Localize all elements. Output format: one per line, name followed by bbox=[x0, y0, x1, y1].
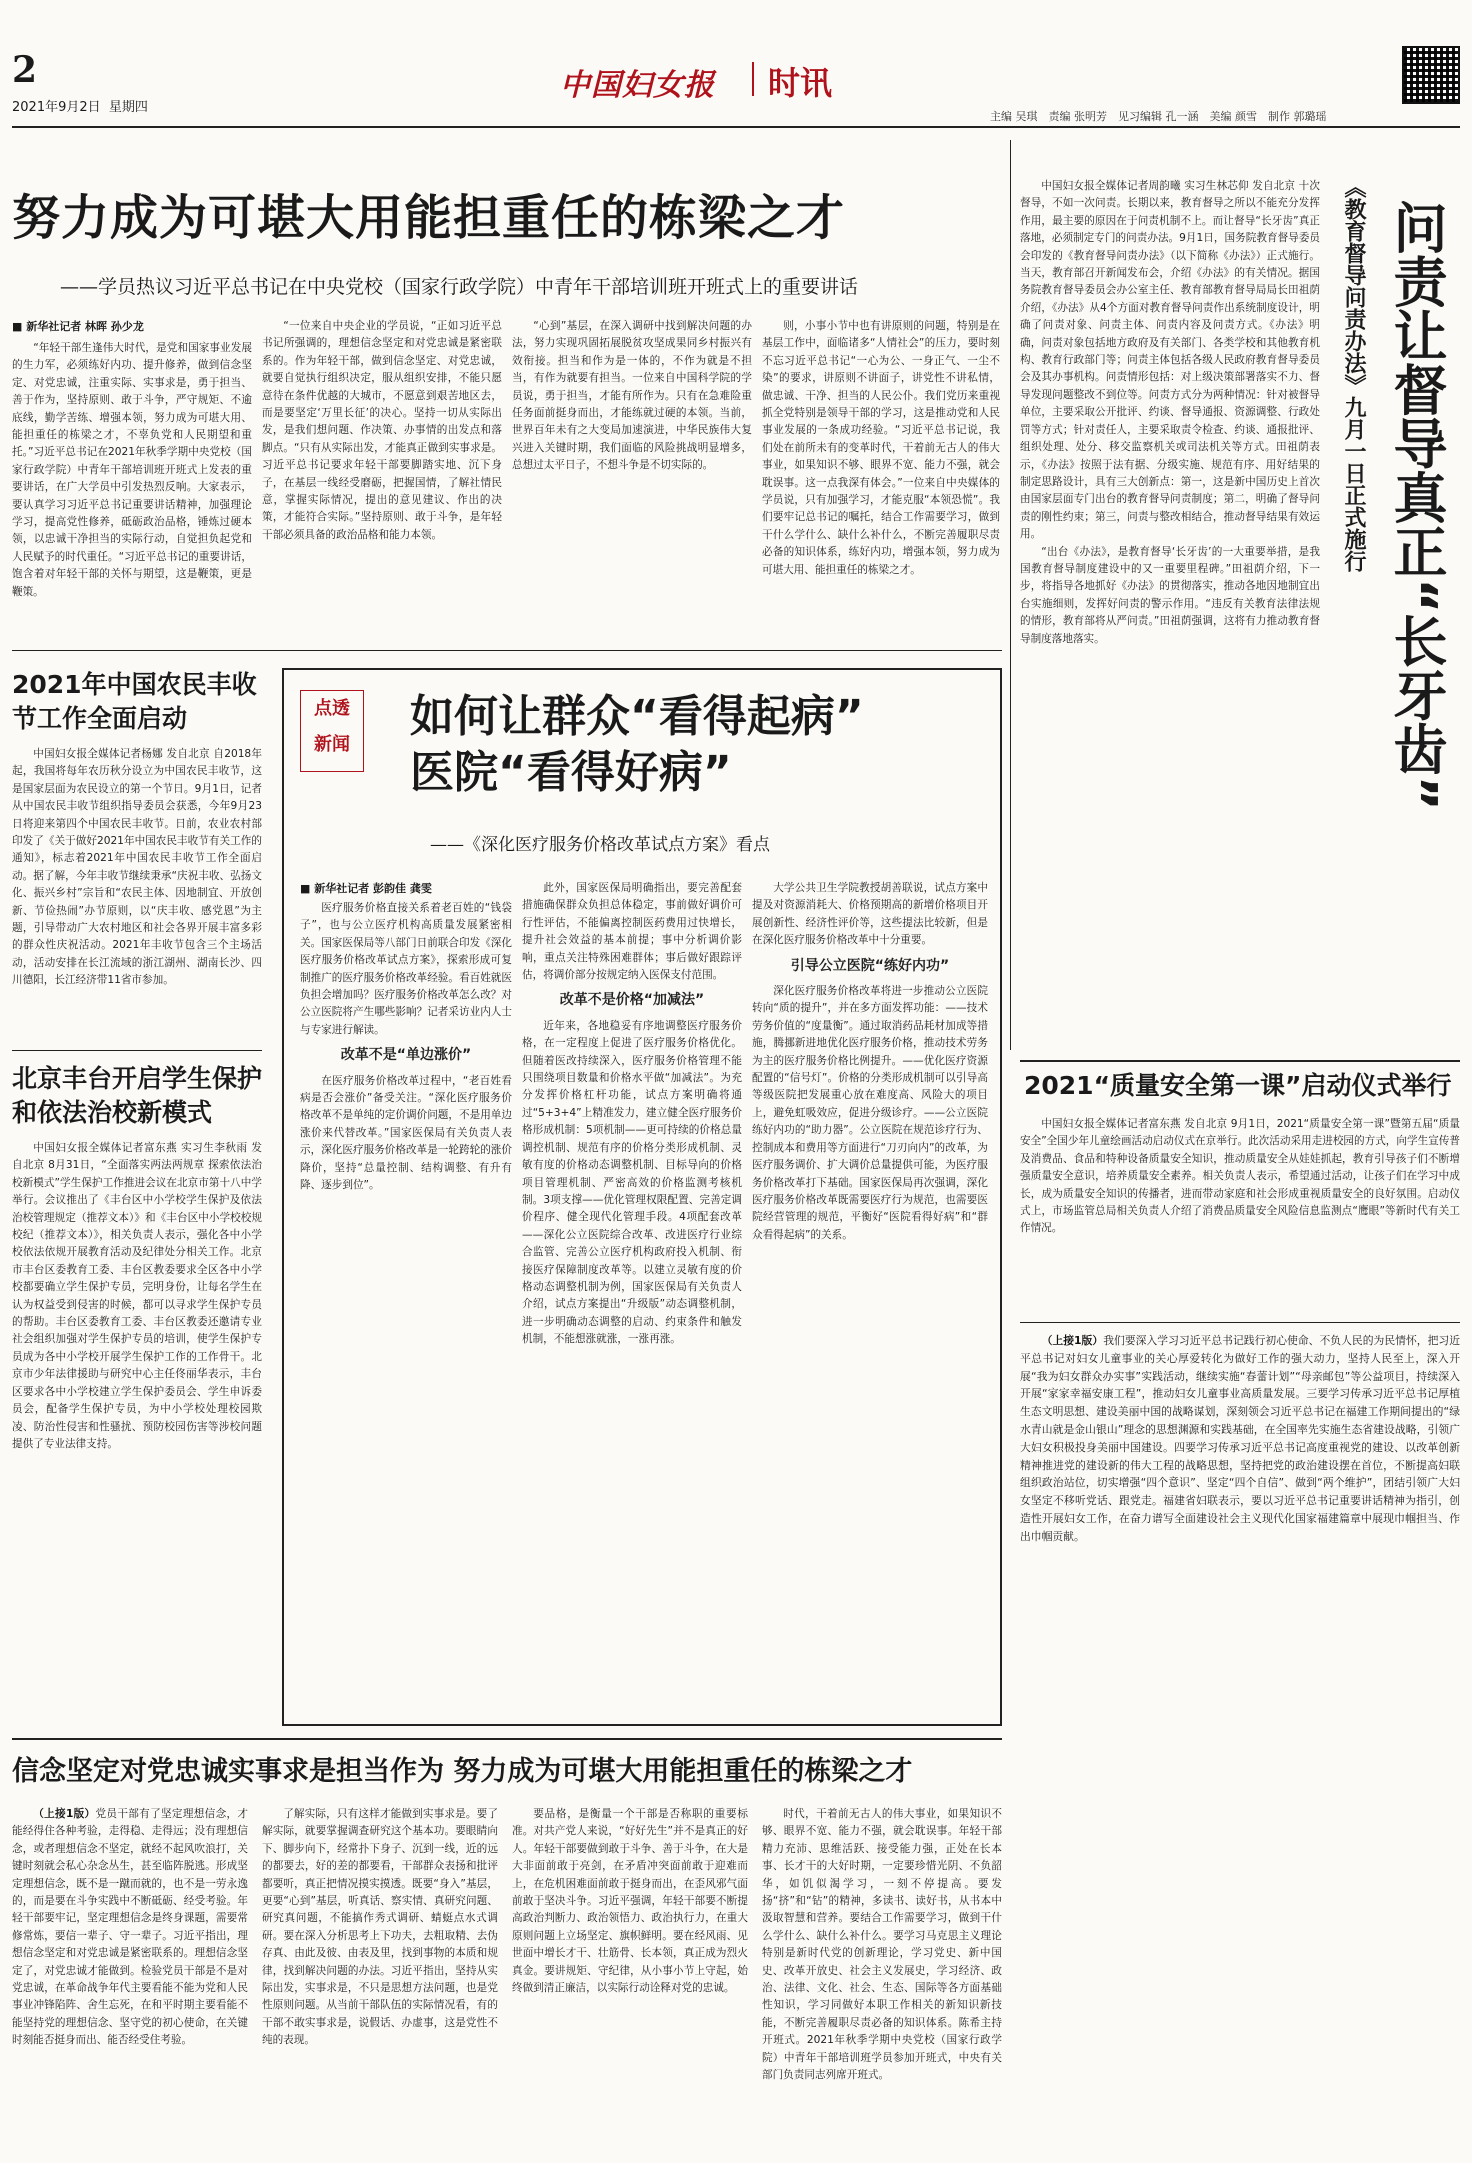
bottom-headline: 信念坚定对党忠诚实事求是担当作为 努力成为可堪大用能担重任的栋梁之才 bbox=[12, 1756, 913, 1787]
lead-byline: ■ 新华社记者 林晖 孙少龙 bbox=[12, 320, 144, 333]
section-name: 时讯 bbox=[768, 64, 833, 102]
box1-bottom-rule bbox=[12, 1050, 262, 1051]
section-divider bbox=[752, 62, 754, 96]
lead-subhead: ——学员热议习近平总书记在中央党校（国家行政学院）中青年干部培训班开班式上的重要讲话 bbox=[60, 276, 859, 298]
feature-column-3: 大学公共卫生学院教授胡善联说，试点方案中提及对资源消耗大、价格预期高的新增价格项目开展创新性、经济性评价等，这些提法比较新，但是在深化医疗服务价格改革中十分重要。 引导公立医院“练好内功” 深化医疗服务价格改革将进一步推动公立医院转向“质的提升”，并在多方面发挥功能：——技术劳务价值的“度量衡”。通过取消药品耗材加成等措施，腾挪新进地优化医疗服务价格，推动技术劳务为主的医疗服务价格比例提升。——优化医疗资源配置的“信号灯”。价格的分类形成机制可以引导高等级医院把发展重心放在难度高、风险大的项目上，避免虹吸效应，促进分级诊疗。——公立医院练好内功的“助力器”。公立医院在规范诊疗行为、控制成本和费用等方面进行“刀刃向内”的改革，为医疗服务调价、扩大调价总量提供可能，为医疗服务价格改革打下基础。国家医保局再次强调，深化医疗服务价格改革既需要医疗行为规范，也需要医院经营管理的规范，平衡好“医院看得好病”和“群众看得起病”的关系。 bbox=[752, 882, 988, 1241]
lead-column-4: 则，小事小节中也有讲原则的问题，特别是在基层工作中，面临诸多“人情社会”的压力，要时刻不忘习近平总书记“一心为公、一身正气、一尘不染”的要求，讲原则不讲面子，讲党性不讲私情，做忠诚、干净、担当的人民公仆。我们党历来重视抓全党特别是领导干部的学习，这是推动党和人民事业发展的一条成功经验。“习近平总书记说，我们处在前所未有的变革时代，干着前无古人的伟大事业，如果知识不够、眼界不宽、能力不强，就会耽误事。这一点我深有体会。”一位来自中央媒体的学员说，只有加强学习，才能克服“本领恐慌”。我们要牢记总书记的嘱托，结合工作需要学习，做到干什么学什么、缺什么补什么，不断完善履职尽责必备的知识体系，练好内功，增强本领，努力成为可堪大用、能担重任的栋梁之才。 bbox=[762, 320, 1000, 576]
feature-column-1: 医疗服务价格直接关系着老百姓的“钱袋子”，也与公立医疗机构高质量发展紧密相关。国家医保局等八部门日前联合印发《深化医疗服务价格改革试点方案》，探索形成可复制推广的医疗服务价格改革经验。看百姓就医负担会增加吗？医疗服务价格改革怎么改？对公立医院将产生哪些影响？记者采访业内人士与专家进行解读。 改革不是“单边涨价” 在医疗服务价格改革过程中，“老百姓看病是否会涨价”备受关注。“深化医疗服务价格改革不是单纯的定价调价问题，不是用单边涨价来代替改革。”国家医保局有关负责人表示，深化医疗服务价格改革是一轮跨轮的涨价降价，坚持“总量控制、结构调整、有升有降、逐步到位”。 bbox=[300, 902, 512, 1192]
feature-tag bbox=[300, 690, 364, 772]
box3-top-rule bbox=[1020, 1060, 1460, 1062]
page-number: 2 bbox=[12, 49, 38, 91]
box3-body: 中国妇女报全媒体记者富东燕 发自北京 9月1日，2021“质量安全第一课”暨第五届“质量安全”全国少年儿童绘画活动启动仪式在京举行。此次活动采用走进校园的方式，向学生宣传普及消费品、食品和特种设备质量安全知识，推动质量安全从娃娃抓起，教育引导孩子们不断增强质量安全意识，培养质量安全素养。相关负责人表示，希望通过活动，让孩子们在学习中成长，成为质量安全知识的传播者，进而带动家庭和社会形成重视质量安全的良好氛围。启动仪式上，市场监管总局相关负责人介绍了消费品质量安全风险信息监测点“鹰眼”等新时代有关工作情况。 bbox=[1020, 1118, 1460, 1235]
lead-column-1: “年轻干部生逢伟大时代，是党和国家事业发展的生力军，必须练好内功、提升修养，做到信念坚定、对党忠诚，注重实际、实事求是，勇于担当、善于作为，坚持原则、敢于斗争，严守规矩、不逾底线，勤学苦练、增强本领，努力成为可堪大用、能担重任的栋梁之才，不辜负党和人民期望和重托。”习近平总书记在2021年秋季学期中央党校（国家行政学院）中青年干部培训班开班式上发表的重要讲话，在广大学员中引发热烈反响。大家表示，要认真学习习近平总书记重要讲话精神，加强理论学习，提高党性修养，砥砺政治品格，锤炼过硬本领，以忠诚干净担当的实际行动，自觉担负起党和人民赋予的时代重任。“习近平总书记的重要讲话，饱含着对年轻干部的关怀与期望，这是鞭策，更是鞭策。 bbox=[12, 342, 252, 598]
feature-headline-2: 医院“看得好病” bbox=[410, 747, 732, 798]
sidebar-headline-big: 问责让督导真正“长牙齿” bbox=[1385, 200, 1448, 811]
weekday: 星期四 bbox=[108, 100, 148, 115]
editor-credits: 主编 吴琪 责编 张明芳 见习编辑 孔一涵 美编 颜雪 制作 郭璐瑶 bbox=[990, 110, 1327, 123]
bottom-column-3: 要品格，是衡量一个干部是否称职的重要标准。对共产党人来说，“好好先生”并不是真正的好人。年轻干部要做到敢于斗争、善于斗争，在大是大非面前敢于亮剑，在矛盾冲突面前敢于迎难而上，在危机困难面前敢于挺身而出，在歪风邪气面前敢于坚决斗争。习近平强调，年轻干部要不断提高政治判断力、政治领悟力、政治执行力，在重大原则问题上立场坚定、旗帜鲜明。要在经风雨、见世面中增长才干、壮筋骨、长本领，真正成为烈火真金。要讲规矩、守纪律，从小事小节上守起，始终做到清正廉洁，以实际行动诠释对党的忠诚。 bbox=[512, 1808, 748, 1995]
lead-column-3: “心到”基层，在深入调研中找到解决问题的办法，努力实现巩固拓展脱贫攻坚成果同乡村振兴有效衔接。担当和作为是一体的，不作为就是不担当，有作为就要有担当。一位来自中国科学院的学员说，勇于担当，才能有所作为。只有在急难险重任务面前挺身而出，才能练就过硬的本领。当前，世界百年未有之大变局加速演进，中华民族伟大复兴进入关键时期，我们面临的风险挑战明显增多，总想过太平日子，不想斗争是不切实际的。 bbox=[512, 320, 752, 472]
feature-subhead-1: 改革不是“单边涨价” bbox=[340, 1047, 472, 1064]
feature-byline: ■ 新华社记者 彭韵佳 龚雯 bbox=[300, 882, 432, 895]
lead-column-2: “一位来自中央企业的学员说，“正如习近平总书记所强调的，理想信念坚定和对党忠诚是紧密联系的。作为年轻干部，做到信念坚定、对党忠诚，就要自觉执行组织决定，服从组织安排，不能只愿意待在条件优越的大城市，不愿意到艰苦地区去，而是要坚定‘万里长征’的决心。坚持一切从实际出发，是我们想问题、作决策、办事情的出发点和落脚点。“只有从实际出发，才能真正做到实事求是。习近平总书记要求年轻干部要脚踏实地、沉下身子，在基层一线经受磨砺，把握国情，了解社情民意，掌握实际情况，提出的意见建议、作出的决策，才能符合实际。”坚持原则、敢于斗争，是年轻干部必须具备的政治品格和能力本领。 bbox=[262, 320, 502, 541]
continued-label: （上接1版） bbox=[1041, 1334, 1104, 1347]
bottom-top-rule bbox=[12, 1738, 1002, 1740]
issue-date bbox=[12, 96, 148, 115]
feature-subhead: ——《深化医疗服务价格改革试点方案》看点 bbox=[430, 835, 770, 855]
feature-tag-bottom: 新闻 bbox=[314, 734, 350, 755]
feature-subhead-2: 改革不是价格“加减法” bbox=[559, 992, 705, 1009]
qr-code-icon bbox=[1402, 46, 1460, 104]
masthead-rule bbox=[12, 126, 1460, 128]
sidebar-body: 中国妇女报全媒体记者周韵曦 实习生林芯仰 发自北京 十次督导，不如一次问责。长期以来，教育督导之所以不能充分发挥作用，最主要的原因在于问责机制不上。而让督导“长牙齿”真正落地，必须制定专门的问责办法。9月1日，国务院教育督导委员会印发的《教育督导问责办法》（以下简称《办法》）正式施行。当天，教育部召开新闻发布会，介绍《办法》的有关情况。据国务院教育督导委员会办公室主任、教育部教育督导局局长田祖荫介绍，《办法》从4个方面对教育督导问责作出系统制度设计，明确了问责对象、问责主体、问责内容及问责方式。《办法》明确，问责对象包括地方政府及有关部门、各类学校和其他教育机构、教育行政部门等；问责主体包括各级人民政府教育督导委员会及其办事机构。问责情形包括：对上级决策部署落实不力、督导发现问题整改不到位等。问责方式分为两种情况：针对被督导单位，主要采取公开批评、约谈、督导通报、资源调整、行政处罚等方式；针对责任人，主要采取责令检查、约谈、通报批评、组织处理、处分、移交监察机关或司法机关等方式。田祖荫表示，《办法》按照于法有据、分级实施、规范有序、用好结果的制定思路设计，具有三大创新点：第一，这是新中国历史上首次由国家层面专门出台的教育督导问责制度；第二，明确了督导问责的刚性约束；第三，问责与整改相结合，推动督导结果有效运用。 “出台《办法》，是教育督导‘长牙齿’的一大重要举措，是我国教育督导制度建设中的又一重要里程碑。”田祖荫介绍，下一步，将指导各地抓好《办法》的贯彻落实，推动各地因地制宜出台实施细则，发挥好问责的警示作用。“违反有关教育法律法规的情形，教育部将从严问责。”田祖荫强调，这将有力推动教育督导制度落地落实。 bbox=[1020, 180, 1320, 645]
bottom-column-2: 了解实际，只有这样才能做到实事求是。要了解实际，就要掌握调查研究这个基本功。要眼睛向下、脚步向下，经常扑下身子、沉到一线，近的远的都要去，好的差的都要看，干部群众表扬和批评都要听，真正把情况摸实摸透。既要“身入”基层，更要“心到”基层，听真话、察实情、真研究问题、研究真问题，不能搞作秀式调研、蜻蜓点水式调研。要在深入分析思考上下功夫，去粗取精、去伪存真、由此及彼、由表及里，找到事物的本质和规律，找到解决问题的办法。习近平指出，坚持从实际出发，实事求是，不只是思想方法问题，也是党性原则问题。从当前干部队伍的实际情况看，有的干部不敢实事求是，说假话、办虚事，这是党性不纯的表现。 bbox=[262, 1808, 498, 2047]
feature-tag-top: 点透 bbox=[314, 698, 350, 719]
box3-headline: 2021“质量安全第一课”启动仪式举行 bbox=[1024, 1071, 1452, 1100]
continued-body: （上接1版）我们要深入学习习近平总书记践行初心使命、不负人民的为民情怀，把习近平总书记对妇女儿童事业的关心厚爱转化为做好工作的强大动力，坚持人民至上，深入开展“我为妇女群众办实事”实践活动，继续实施“春蕾计划”“母亲邮包”等公益项目，持续深入开展“家家幸福安康工程”，推动妇女儿童事业高质量发展。三要学习传承习近平总书记厚植生态文明思想、建设美丽中国的战略谋划，深刻领会习近平总书记在福建工作期间提出的“绿水青山就是金山银山”理念的思想渊源和实践基础，在全国率先实施生态省建设战略，引领广大妇女积极投身美丽中国建设。四要学习传承习近平总书记高度重视党的建设、以改革创新精神推进党的建设新的伟大工程的战略思想，坚持把党的政治建设摆在首位，不断提高妇联组织政治站位，切实增强“四个意识”、坚定“四个自信”、做到“两个维护”，团结引领广大妇女坚定不移听党话、跟党走。福建省妇联表示，要以习近平总书记重要讲话精神为指引，创造性开展妇女工作，在奋力谱写全面建设社会主义现代化国家福建篇章中展现巾帼担当、作出巾帼贡献。 bbox=[1020, 1334, 1460, 1543]
box2-body: 中国妇女报全媒体记者富东燕 实习生李秋雨 发自北京 8月31日，“全面落实两法两规章 探索依法治校新模式”学生保护工作推进会议在北京市第十八中学举行。会议推出了《丰台区中小学校学生保护及依法治校管理规定（推荐文本）》和《丰台区中小学校校规校纪（推荐文本）》，相关负责人表示，强化各中小学校依法依规开展教育活动及纪律处分相关工作。北京市丰台区委教育工委、丰台区教委要求全区各中小学校都要确立学生保护专员，完明身份，让每名学生在认为权益受到侵害的时候，都可以寻求学生保护专员的帮助。丰台区委教育工委、丰台区教委还邀请专业社会组织加强对学生保护专员的培训，使学生保护专员成为各中小学校开展学生保护工作的工作骨干。北京市少年法律援助与研究中心主任佟丽华表示，丰台区要求各中小学校建立学生保护委员会、学生申诉委员会，配备学生保护专员，为中小学校处理校园欺凌、防治性侵害和性骚扰、预防校园伤害等涉校问题提供了专业法律支持。 bbox=[12, 1142, 262, 1450]
bottom-column-1: （上接1版）党员干部有了坚定理想信念，才能经得住各种考验，走得稳、走得远；没有理想信念，或者理想信念不坚定，就经不起风吹浪打，关键时刻就会私心杂念丛生，甚至临阵脱逃。形成坚定理想信念，既不是一蹴而就的，也不是一劳永逸的，而是要在斗争实践中不断砥砺、经受考验。年轻干部要牢记，坚定理想信念是终身课题，需要常修常炼，要信一辈子、守一辈子。习近平指出，理想信念坚定和对党忠诚是紧密联系的。理想信念坚定了，对党忠诚才能做到。检验党员干部是不是对党忠诚，在革命战争年代主要看能不能为党和人民事业冲锋陷阵、舍生忘死，在和平时期主要看能不能坚持党的理想信念、坚守党的初心使命，在关键时刻能否挺身而出、能否经受住考验。 bbox=[12, 1808, 248, 2047]
sidebar-divider bbox=[1010, 140, 1011, 1050]
sidebar-headline-small: 《教育督导问责办法》九月一日正式施行 bbox=[1341, 176, 1367, 572]
lead-headline: 努力成为可堪大用能担重任的栋梁之才 bbox=[12, 190, 846, 246]
paper-name: 中国妇女报 bbox=[560, 68, 715, 103]
feature-subhead-3: 引导公立医院“练好内功” bbox=[790, 957, 950, 974]
box1-headline: 2021年中国农民丰收节工作全面启动 bbox=[12, 670, 257, 733]
date: 2021年9月2日 bbox=[12, 100, 101, 115]
box3-bottom-rule bbox=[1020, 1322, 1460, 1323]
feature-headline-1: 如何让群众“看得起病” bbox=[410, 691, 864, 742]
bottom-label: （上接1版） bbox=[33, 1808, 96, 1820]
bottom-column-4: 时代，干着前无古人的伟大事业，如果知识不够、眼界不宽、能力不强，就会耽误事。年轻干部精力充沛、思维活跃、接受能力强，正处在长本事、长才干的大好时期，一定要珍惜光阴、不负韶华，如饥似渴学习，一刻不停提高。要发扬“挤”和“钻”的精神，多读书、读好书，从书本中汲取智慧和营养。要结合工作需要学习，做到干什么学什么、缺什么补什么。要学习马克思主义理论特别是新时代党的创新理论，学习党史、新中国史、改革开放史、社会主义发展史，学习经济、政治、法律、文化、社会、生态、国际等各方面基础性知识，学习同做好本职工作相关的新知识新技能，不断完善履职尽责必备的知识体系。陈希主持开班式。2021年秋季学期中央党校（国家行政学院）中青年干部培训班学员参加开班式，中央有关部门负责同志列席开班式。 bbox=[762, 1808, 1002, 2082]
box2-headline: 北京丰台开启学生保护和依法治校新模式 bbox=[12, 1064, 263, 1127]
box1-body: 中国妇女报全媒体记者杨娜 发自北京 自2018年起，我国将每年农历秋分设立为中国农民丰收节，这是国家层面为农民设立的第一个节日。9月1日，记者从中国农民丰收节组织指导委员会获悉，今年9月23日将迎来第四个中国农民丰收节。日前，农业农村部印发了《关于做好2021年中国农民丰收节有关工作的通知》，标志着2021年中国农民丰收节工作全面启动。据了解，今年丰收节继续秉承“庆祝丰收、弘扬文化、振兴乡村”宗旨和“农民主体、因地制宜、开放创新、节俭热闹”办节原则，以“庆丰收、感党恩”为主题，引导带动广大农村地区和社会各界开展丰富多彩的群众性庆祝活动。2021年丰收节包含三个主场活动，活动安排在长江流域的浙江湖州、湖南长沙、四川德阳，长江经济带11省市参加。 bbox=[12, 748, 262, 987]
feature-column-2: 此外，国家医保局明确指出，要完善配套措施确保群众负担总体稳定，事前做好调价可行性评估，不能偏离控制医药费用过快增长，提升社会效益的基本前提；事中分析调价影响，重点关注特殊困难群体；事后做好跟踪评估，将调价部分按规定纳入医保支付范围。 改革不是价格“加减法” 近年来，各地稳妥有序地调整医疗服务价格，在一定程度上促进了医疗服务价格优化。但随着医改持续深入，医疗服务价格管理不能只围绕项目数量和价格水平做“加减法”。为充分发挥价格杠杆功能，试点方案明确将通过“5+3+4”上精准发力，建立健全医疗服务价格形成机制：5项机制——更可持续的价格总量调控机制、规范有序的价格分类形成机制、灵敏有度的价格动态调整机制、目标导向的价格项目管理机制、严密高效的价格监测考核机制。3项支撑——优化管理权限配置、完善定调价程序、健全现代化管理手段。4项配套改革——深化公立医院综合改革、改进医疗行业综合监管、完善公立医疗机构政府投入机制、衔接医疗保障制度改革等。以建立灵敏有度的价格动态调整机制为例，国家医保局有关负责人介绍，试点方案提出“升级版”动态调整机制，进一步明确动态调整的启动、约束条件和触发机制，不能想涨就涨，一涨再涨。 bbox=[522, 882, 742, 1346]
lead-bottom-rule bbox=[12, 650, 1002, 651]
